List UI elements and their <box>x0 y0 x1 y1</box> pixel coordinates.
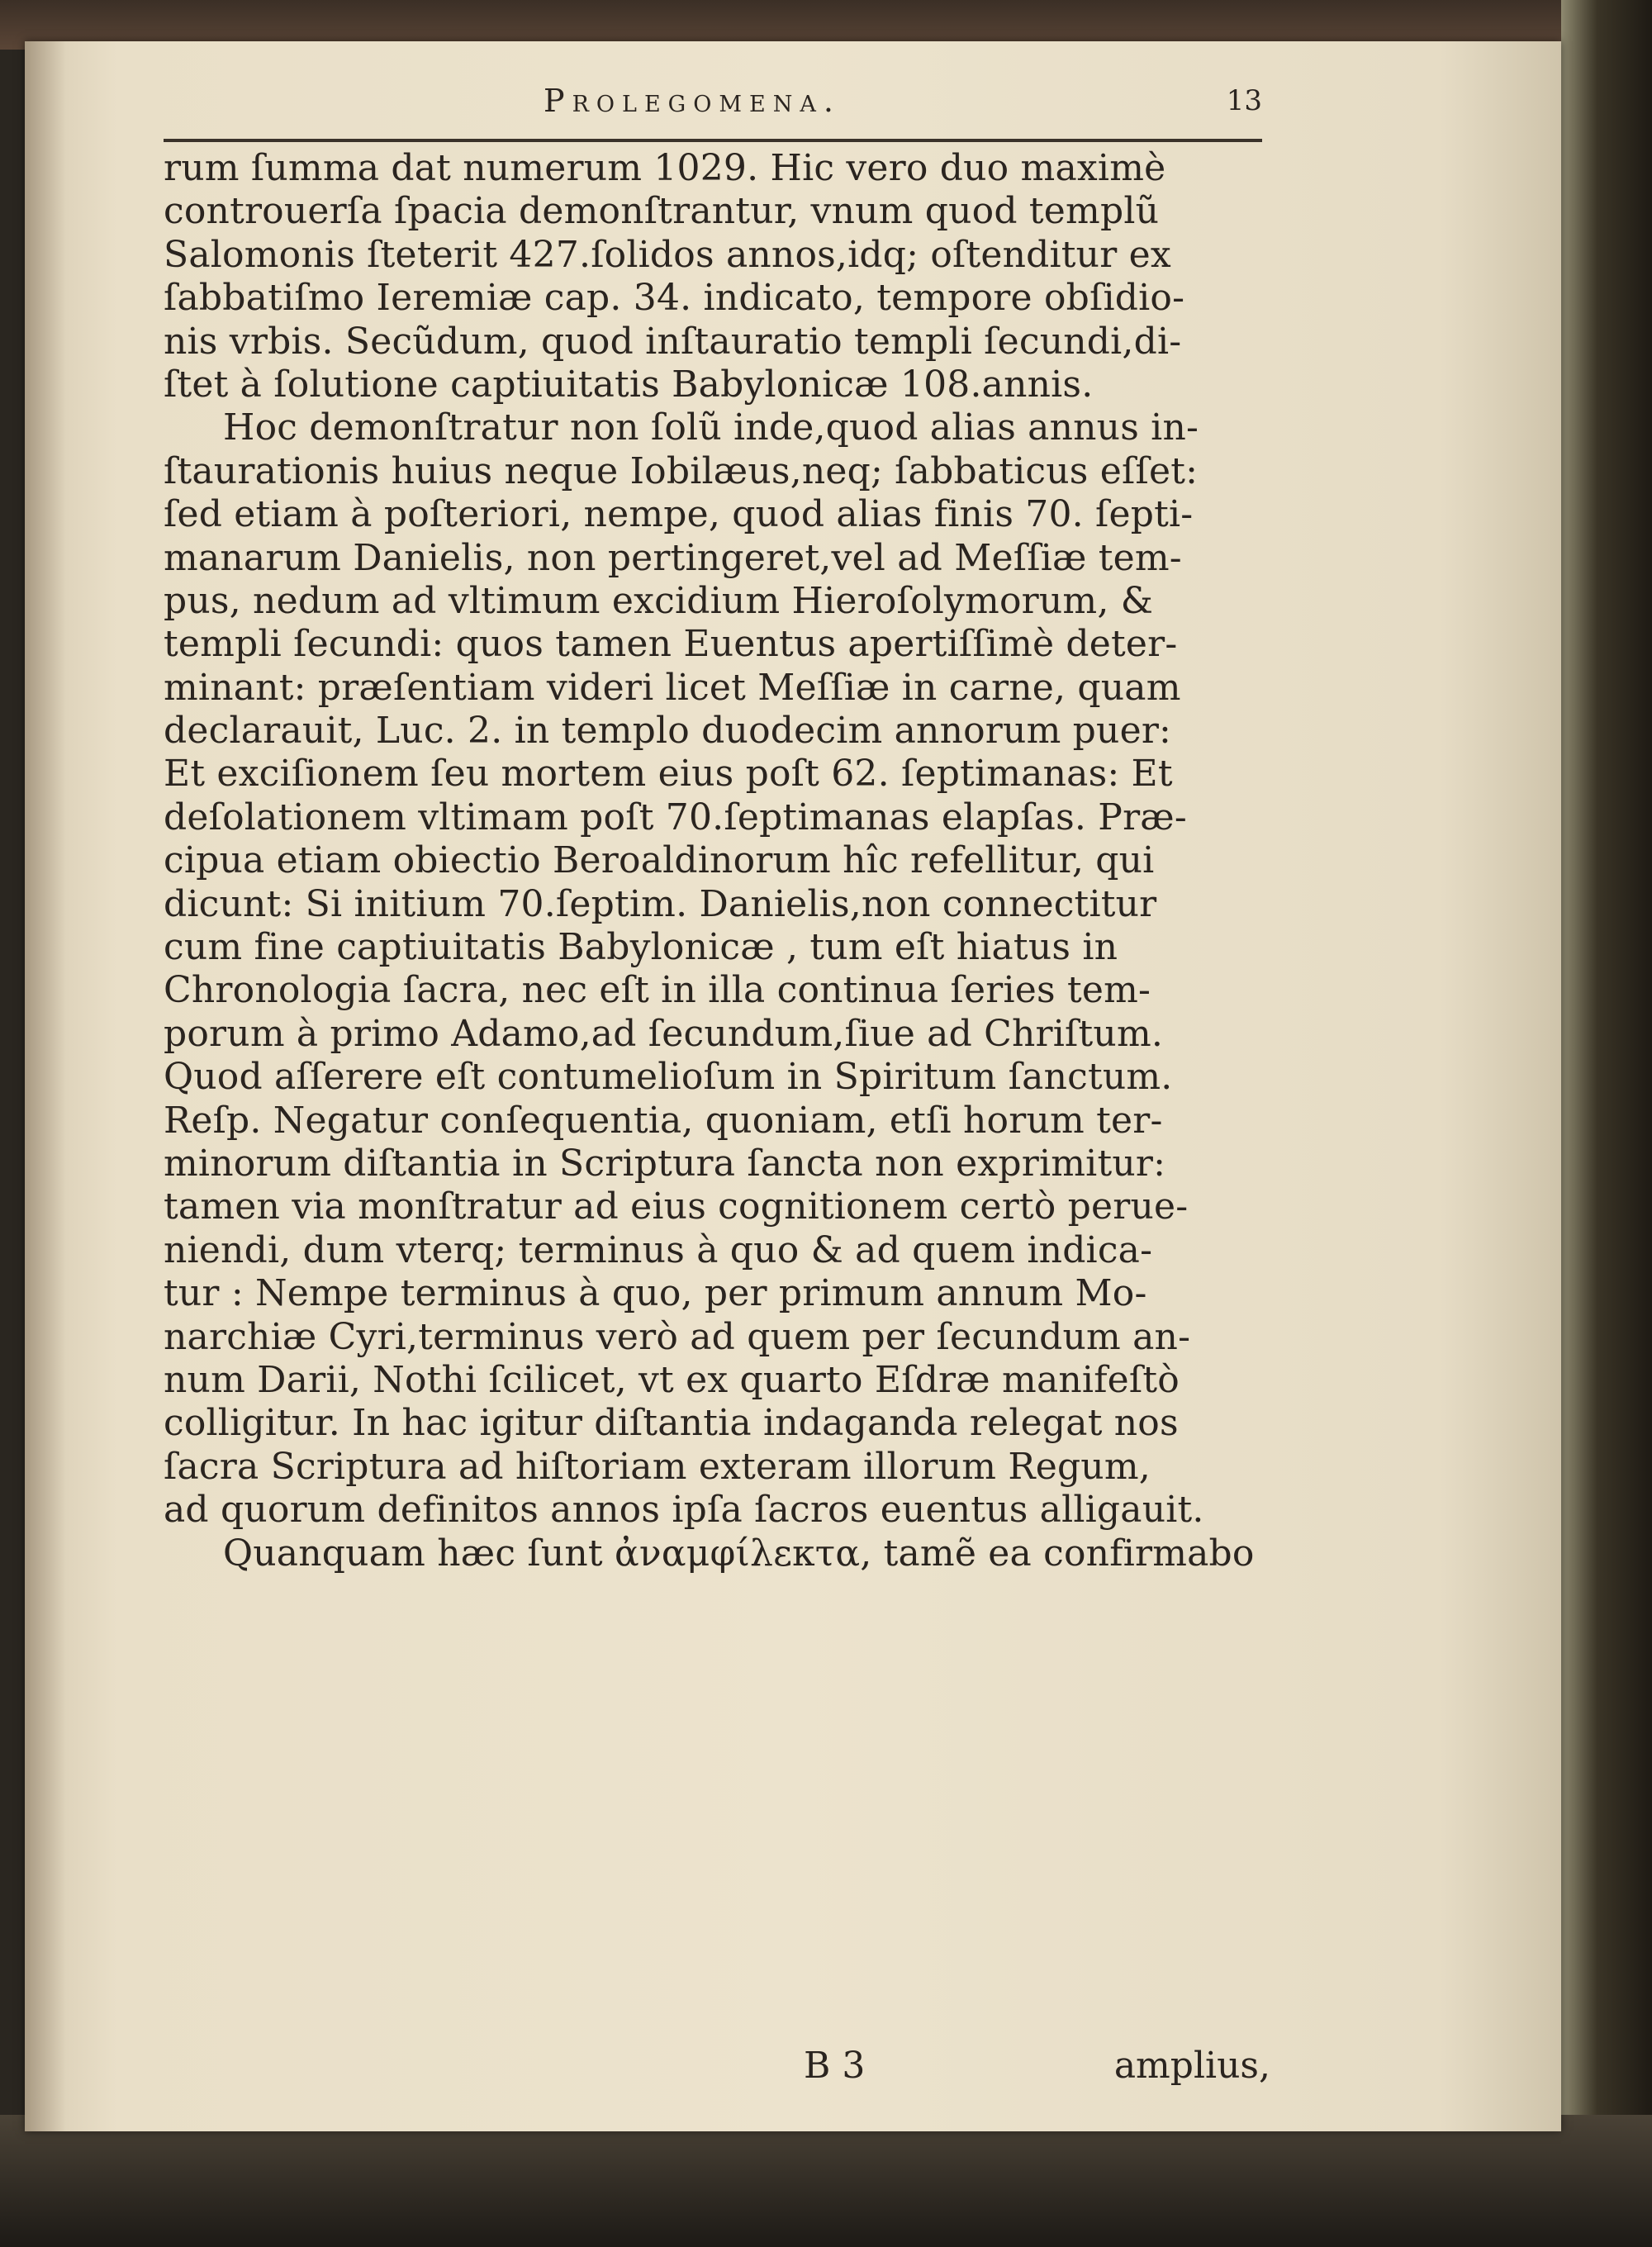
text-line: dicunt: Si initium 70.ſeptim. Danielis,non connectitur <box>164 882 1157 925</box>
text-line: tur : Nempe terminus à quo, per primum annum Mo- <box>164 1272 1147 1315</box>
spine-shadow <box>25 41 66 2131</box>
body-text <box>164 147 1279 1575</box>
text-line: ſacra Scriptura ad hiſtoriam exteram illorum Regum, <box>164 1445 1151 1488</box>
page-number: 13 <box>1226 84 1262 117</box>
text-line: cum fine captiuitatis Babylonicæ , tum eſt hiatus in <box>164 926 1118 969</box>
text-line: num Darii, Nothi ſcilicet, vt ex quarto Eſdræ manifeſtò <box>164 1358 1180 1401</box>
signature-mark: B 3 <box>804 2045 866 2087</box>
page-footer <box>164 2045 1270 2094</box>
text-line: porum à primo Adamo,ad ſecundum,ſiue ad Chriſtum. <box>164 1012 1164 1055</box>
text-line: ſtet à ſolutione captiuitatis Babylonicæ 108.annis. <box>164 363 1094 406</box>
text-line: manarum Danielis, non pertingeret,vel ad Meſſiæ tem- <box>164 536 1182 579</box>
text-line: Quod aſſerere eſt contumelioſum in Spiritum ſanctum. <box>164 1056 1173 1099</box>
text-line: deſolationem vltimam poſt 70.ſeptimanas elapſas. Præ- <box>164 796 1187 838</box>
text-line: Hoc demonſtratur non ſolũ inde,quod alias annus in- <box>223 406 1199 449</box>
header-rule <box>164 139 1262 142</box>
text-line: minorum diſtantia in Scriptura ſancta non exprimitur: <box>164 1142 1166 1185</box>
text-line: ſed etiam à poſteriori, nempe, quod alias finis 70. ſepti- <box>164 493 1194 536</box>
catchword: amplius, <box>1113 2045 1270 2087</box>
text-line: ſabbatiſmo Ieremiæ cap. 34. indicato, tempore obſidio- <box>164 277 1185 320</box>
text-line: tamen via monſtratur ad eius cognitionem certò perue- <box>164 1185 1189 1228</box>
text-line: cipua etiam obiectio Beroaldinorum hîc refellitur, qui <box>164 839 1155 882</box>
text-line: Quanquam hæc ſunt ἀναμφίλεκτα, tamẽ ea confirmabo <box>223 1532 1255 1575</box>
text-line: narchiæ Cyri,terminus verò ad quem per ſecundum an- <box>164 1315 1191 1358</box>
text-line: declarauit, Luc. 2. in templo duodecim annorum puer: <box>164 710 1172 753</box>
text-line: nis vrbis. Secũdum, quod inſtauratio templi ſecundi,di- <box>164 320 1182 363</box>
text-line: templi ſecundi: quos tamen Euentus apertiſſimè deter- <box>164 623 1178 666</box>
text-line: controuerſa ſpacia demonſtrantur, vnum quod templũ <box>164 190 1160 233</box>
text-line: Chronologia ſacra, nec eſt in illa continua ſeries tem- <box>164 969 1151 1012</box>
page-header <box>164 83 1262 132</box>
text-line: rum ſumma dat numerum 1029. Hic vero duo maximè <box>164 147 1166 189</box>
text-line: colligitur. In hac igitur diſtantia indaganda relegat nos <box>164 1402 1179 1445</box>
text-line: ad quorum definitos annos ipſa ſacros euentus alligauit. <box>164 1489 1204 1532</box>
text-line: minant: præſentiam videri licet Meſſiæ in carne, quam <box>164 666 1181 709</box>
text-line: Reſp. Negatur conſequentia, quoniam, etſi horum ter- <box>164 1099 1163 1142</box>
text-line: Et exciſionem ſeu mortem eius poſt 62. ſeptimanas: Et <box>164 753 1173 796</box>
book-page-edges <box>1561 0 1652 2247</box>
text-line: Salomonis ſteterit 427.ſolidos annos,idq; oſtenditur ex <box>164 233 1171 276</box>
running-head: Prolegomena. <box>544 83 841 119</box>
text-line: pus, nedum ad vltimum excidium Hieroſolymorum, & <box>164 579 1154 622</box>
text-line: ſtaurationis huius neque Iobilæus,neq; ſabbaticus eſſet: <box>164 449 1199 492</box>
text-line: niendi, dum vterq; terminus à quo & ad quem indica- <box>164 1228 1153 1271</box>
book-cover-bottom <box>0 2115 1652 2247</box>
